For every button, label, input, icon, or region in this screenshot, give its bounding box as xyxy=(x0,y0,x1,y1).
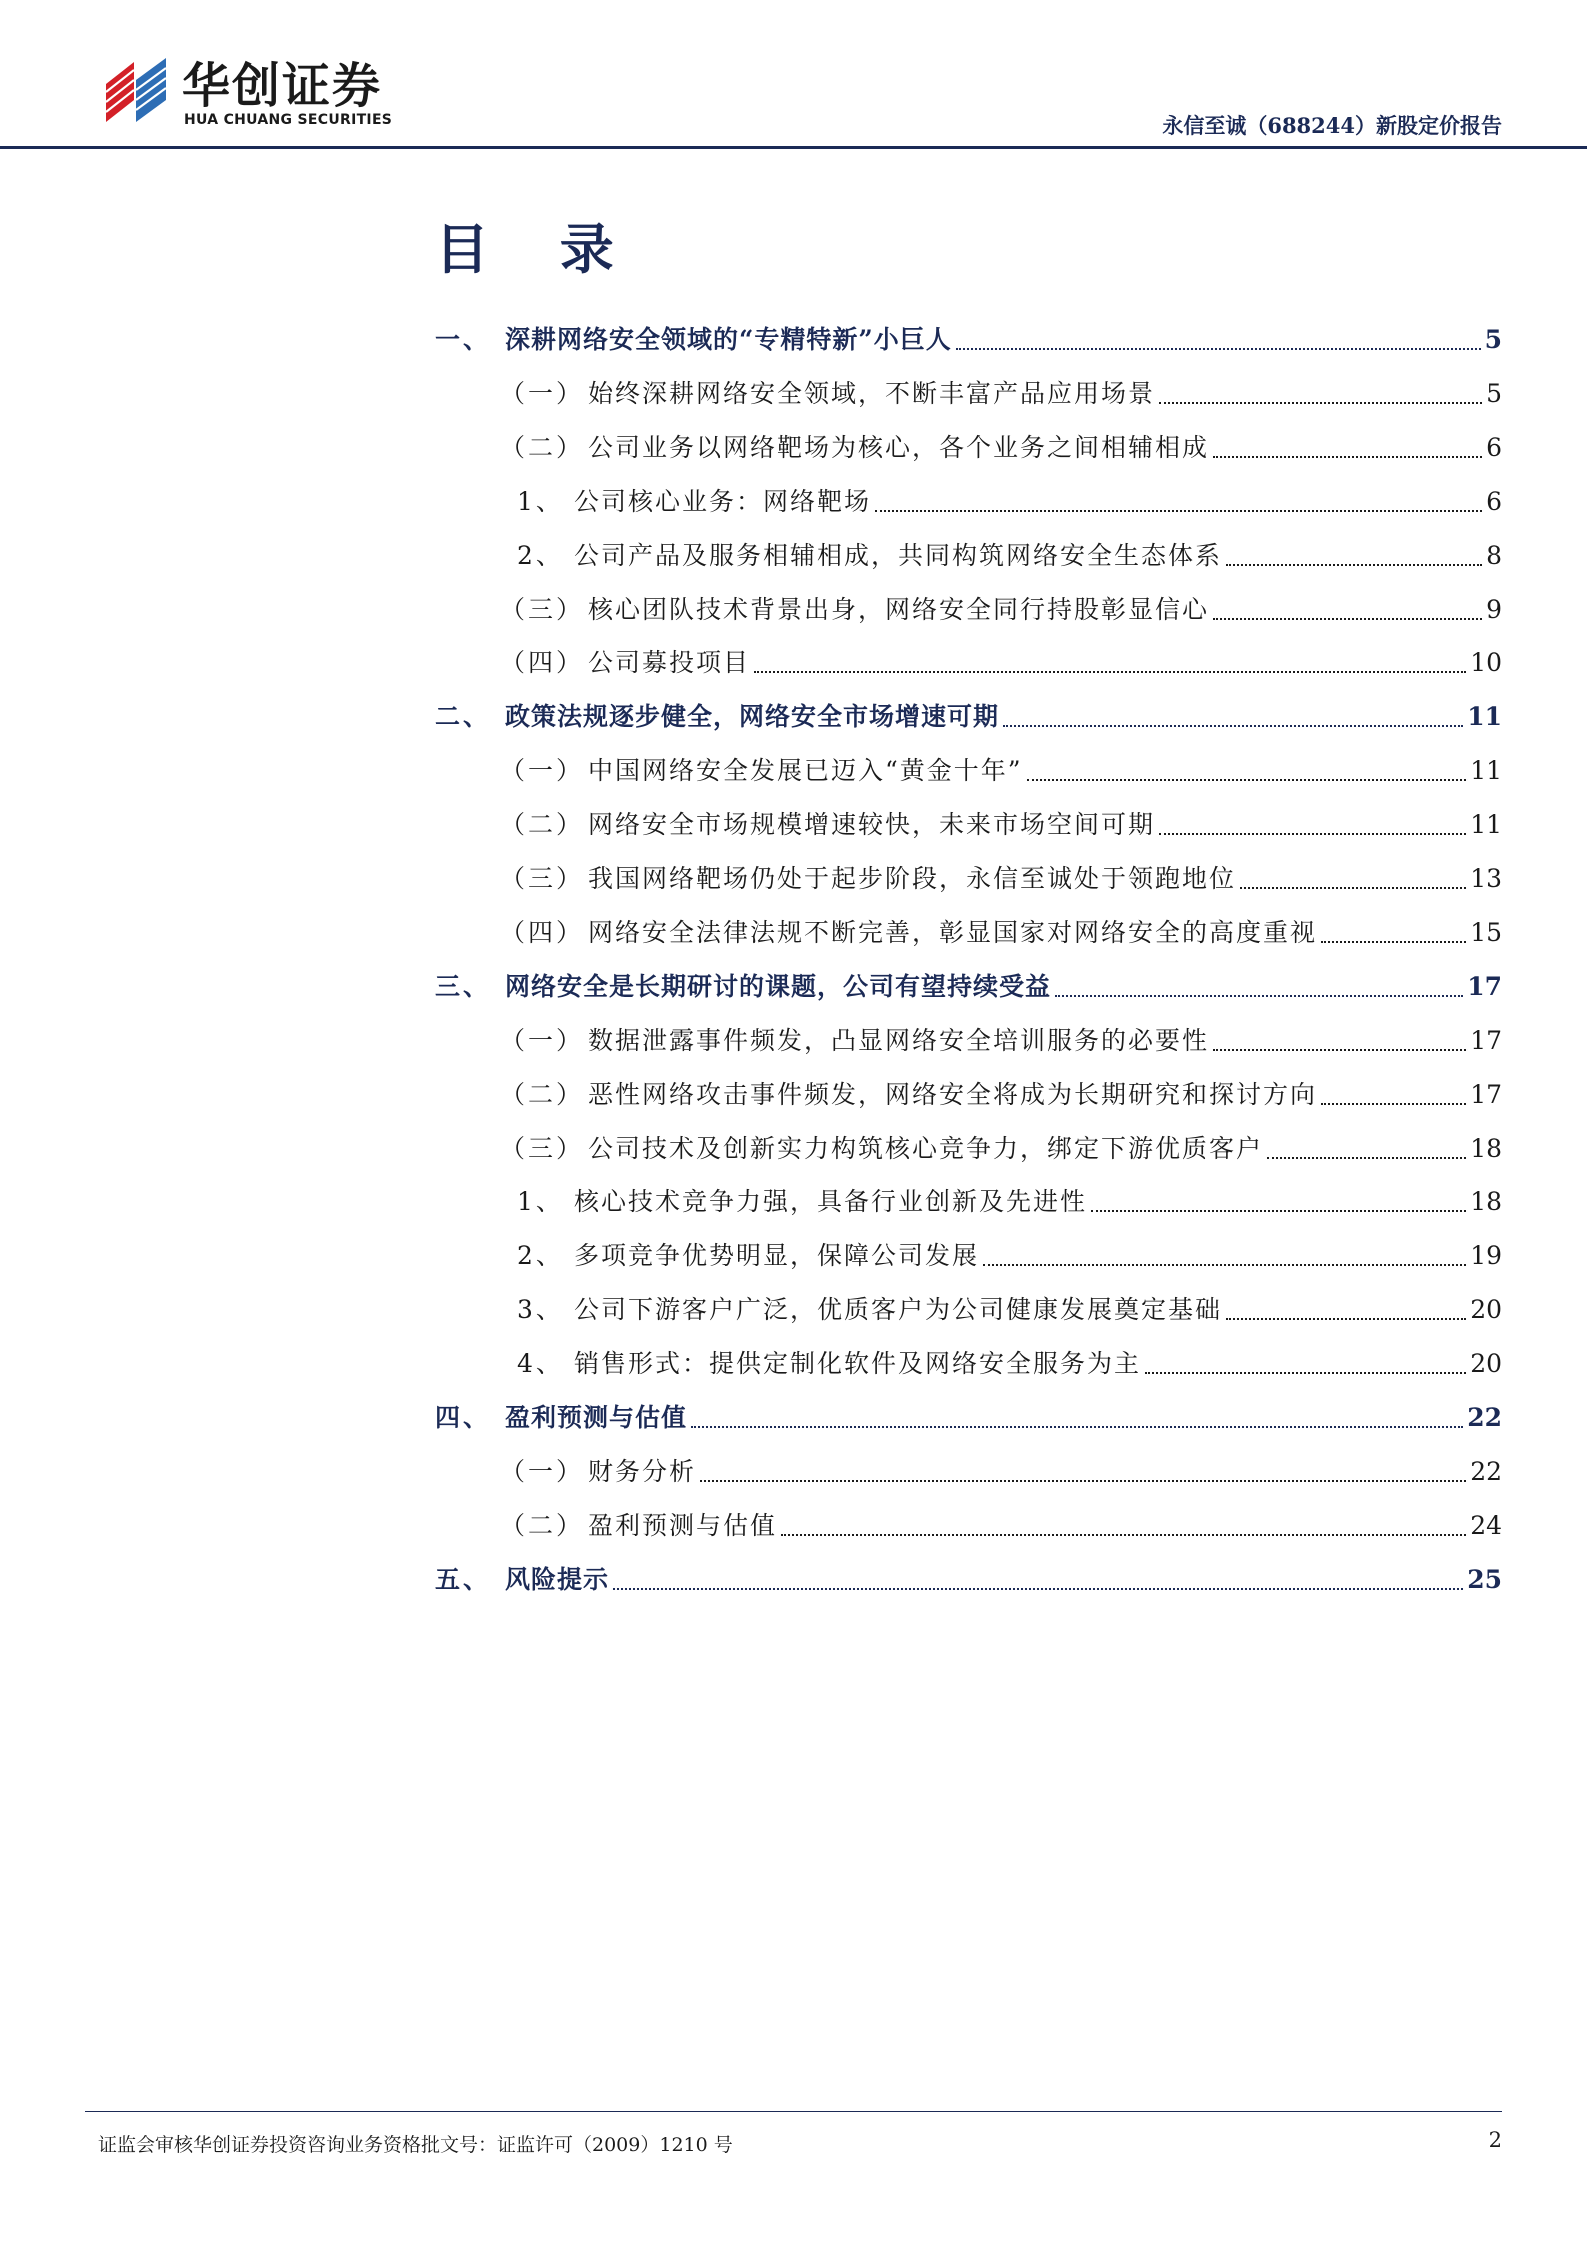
toc-entry-page: 11 xyxy=(1467,702,1502,731)
toc-entry-title: 公司产品及服务相辅相成，共同构筑网络安全生态体系 xyxy=(574,541,1223,570)
toc-entry-title: 网络安全是长期研讨的课题，公司有望持续受益 xyxy=(505,972,1052,1001)
toc-entry-number: 二、 xyxy=(435,702,492,731)
toc-entry-page: 6 xyxy=(1486,487,1502,516)
toc-entry-page: 5 xyxy=(1486,379,1502,408)
toc-entry[interactable] xyxy=(500,913,1502,953)
toc-entry[interactable] xyxy=(517,536,1502,576)
toc-entry-page: 6 xyxy=(1486,433,1502,462)
toc-entry-page: 5 xyxy=(1484,325,1502,354)
toc-entry[interactable] xyxy=(517,482,1502,522)
company-logo xyxy=(100,56,400,136)
toc-entry-page: 22 xyxy=(1470,1457,1502,1486)
logo-english-name: HUA CHUANG SECURITIES xyxy=(184,112,393,128)
toc-entry-title: 销售形式：提供定制化软件及网络安全服务为主 xyxy=(574,1349,1142,1378)
toc-entry-page: 20 xyxy=(1470,1349,1502,1378)
toc-entry-title: 深耕网络安全领域的“专精特新”小巨人 xyxy=(505,325,952,354)
toc-entry-page: 19 xyxy=(1470,1241,1502,1270)
toc-entry-title: 网络安全市场规模增速较快，未来市场空间可期 xyxy=(588,810,1156,839)
toc-entry[interactable] xyxy=(435,967,1502,1007)
toc-entry-page: 17 xyxy=(1470,1026,1502,1055)
toc-entry-number: 四、 xyxy=(435,1403,492,1432)
toc-entry[interactable] xyxy=(500,643,1502,683)
toc-entry[interactable] xyxy=(500,1506,1502,1546)
toc-entry-title: 盈利预测与估值 xyxy=(588,1511,778,1540)
toc-entry[interactable] xyxy=(500,751,1502,791)
toc-dot-leader xyxy=(875,509,1482,512)
toc-entry-title: 多项竞争优势明显，保障公司发展 xyxy=(574,1241,980,1270)
toc-dot-leader xyxy=(1321,1102,1466,1105)
toc-dot-leader xyxy=(754,670,1466,673)
toc-entry-title: 公司技术及创新实力构筑核心竞争力，绑定下游优质客户 xyxy=(588,1134,1264,1163)
footer-divider xyxy=(85,2111,1502,2112)
toc-entry-page: 18 xyxy=(1470,1187,1502,1216)
toc-entry-title: 核心团队技术背景出身，网络安全同行持股彰显信心 xyxy=(588,595,1210,624)
toc-entry-title: 风险提示 xyxy=(505,1565,610,1594)
toc-entry[interactable] xyxy=(435,1560,1502,1600)
toc-entry-number: （四） xyxy=(500,918,585,947)
toc-entry-page: 13 xyxy=(1470,864,1502,893)
toc-dot-leader xyxy=(1159,401,1482,404)
toc-entry[interactable] xyxy=(517,1236,1502,1276)
toc-entry[interactable] xyxy=(500,590,1502,630)
hua-chuang-logo-icon xyxy=(100,56,172,128)
toc-entry-number: 一、 xyxy=(435,325,492,354)
toc-dot-leader xyxy=(691,1425,1463,1428)
toc-entry-number: （二） xyxy=(500,1511,585,1540)
toc-entry-number: 五、 xyxy=(435,1565,492,1594)
toc-entry[interactable] xyxy=(500,1021,1502,1061)
toc-entry[interactable] xyxy=(500,374,1502,414)
toc-entry-page: 11 xyxy=(1470,756,1502,785)
toc-entry-page: 20 xyxy=(1470,1295,1502,1324)
toc-entry-number: （四） xyxy=(500,648,585,677)
toc-entry-page: 9 xyxy=(1486,595,1502,624)
toc-entry-title: 财务分析 xyxy=(588,1457,697,1486)
toc-entry-page: 24 xyxy=(1470,1511,1502,1540)
toc-entry-title: 公司下游客户广泛，优质客户为公司健康发展奠定基础 xyxy=(574,1295,1223,1324)
toc-dot-leader xyxy=(700,1479,1466,1482)
toc-entry[interactable] xyxy=(500,805,1502,845)
toc-entry-page: 25 xyxy=(1467,1565,1502,1594)
page-header xyxy=(0,0,1587,155)
toc-entry-title: 网络安全法律法规不断完善，彰显国家对网络安全的高度重视 xyxy=(588,918,1318,947)
toc-entry-title: 核心技术竞争力强，具备行业创新及先进性 xyxy=(574,1187,1088,1216)
toc-entry-number: 3、 xyxy=(517,1295,564,1324)
toc-entry[interactable] xyxy=(435,697,1502,737)
toc-dot-leader xyxy=(1240,886,1466,889)
toc-entry-number: 三、 xyxy=(435,972,492,1001)
toc-dot-leader xyxy=(1091,1209,1466,1212)
toc-entry-title: 恶性网络攻击事件频发，网络安全将成为长期研究和探讨方向 xyxy=(588,1080,1318,1109)
toc-entry-page: 22 xyxy=(1467,1403,1502,1432)
toc-entry-title: 中国网络安全发展已迈入“黄金十年” xyxy=(588,756,1023,785)
toc-entry-page: 10 xyxy=(1470,648,1502,677)
footer-license-text: 证监会审核华创证券投资咨询业务资格批文号：证监许可（2009）1210 号 xyxy=(98,2134,733,2156)
toc-title: 目 录 xyxy=(435,217,640,281)
toc-entry-title: 数据泄露事件频发，凸显网络安全培训服务的必要性 xyxy=(588,1026,1210,1055)
toc-entry[interactable] xyxy=(517,1344,1502,1384)
toc-dot-leader xyxy=(613,1587,1463,1590)
toc-dot-leader xyxy=(956,347,1481,350)
toc-dot-leader xyxy=(1321,940,1466,943)
toc-dot-leader xyxy=(1027,778,1467,781)
toc-entry-number: （三） xyxy=(500,1134,585,1163)
toc-entry-title: 公司核心业务：网络靶场 xyxy=(574,487,872,516)
toc-dot-leader xyxy=(1159,832,1466,835)
header-divider xyxy=(0,146,1587,149)
logo-chinese-name: 华创证券 xyxy=(182,58,383,114)
toc-entry-number: 4、 xyxy=(517,1349,564,1378)
toc-entry-title: 政策法规逐步健全，网络安全市场增速可期 xyxy=(505,702,1000,731)
toc-entry-number: （一） xyxy=(500,756,585,785)
toc-entry-title: 公司业务以网络靶场为核心，各个业务之间相辅相成 xyxy=(588,433,1210,462)
toc-entry-number: 1、 xyxy=(517,487,564,516)
toc-entry-page: 18 xyxy=(1470,1134,1502,1163)
toc-entry-number: 2、 xyxy=(517,1241,564,1270)
toc-entry-number: （一） xyxy=(500,1457,585,1486)
toc-entry[interactable] xyxy=(517,1182,1502,1222)
toc-dot-leader xyxy=(1267,1156,1466,1159)
report-title: 永信至诚（688244）新股定价报告 xyxy=(1162,113,1502,138)
toc-entry-number: （一） xyxy=(500,1026,585,1055)
toc-dot-leader xyxy=(1213,1048,1466,1051)
toc-entry-number: （二） xyxy=(500,810,585,839)
toc-entry-number: （三） xyxy=(500,595,585,624)
toc-dot-leader xyxy=(1055,994,1463,997)
toc-dot-leader xyxy=(1226,563,1482,566)
toc-dot-leader xyxy=(1213,455,1482,458)
toc-entry[interactable] xyxy=(517,1290,1502,1330)
toc-entry[interactable] xyxy=(435,1398,1502,1438)
toc-entry[interactable] xyxy=(500,1075,1502,1115)
toc-entry[interactable] xyxy=(500,1452,1502,1492)
toc-dot-leader xyxy=(1145,1371,1466,1374)
page-number: 2 xyxy=(1488,2128,1502,2152)
toc-entry-number: （一） xyxy=(500,379,585,408)
toc-dot-leader xyxy=(1003,724,1463,727)
toc-entry-page: 17 xyxy=(1470,1080,1502,1109)
toc-dot-leader xyxy=(1226,1317,1466,1320)
toc-entry[interactable] xyxy=(500,428,1502,468)
toc-entry-number: （三） xyxy=(500,864,585,893)
toc-entry-number: （二） xyxy=(500,433,585,462)
toc-entry[interactable] xyxy=(500,1129,1502,1169)
toc-entry-page: 8 xyxy=(1486,541,1502,570)
toc-entry-number: （二） xyxy=(500,1080,585,1109)
toc-entry-title: 盈利预测与估值 xyxy=(505,1403,688,1432)
toc-entry-title: 始终深耕网络安全领域，不断丰富产品应用场景 xyxy=(588,379,1156,408)
toc-entry[interactable] xyxy=(500,859,1502,899)
toc-entry-page: 17 xyxy=(1467,972,1502,1001)
toc-entry-page: 15 xyxy=(1470,918,1502,947)
toc-entry-title: 公司募投项目 xyxy=(588,648,751,677)
toc-entry-number: 1、 xyxy=(517,1187,564,1216)
toc-entry-title: 我国网络靶场仍处于起步阶段，永信至诚处于领跑地位 xyxy=(588,864,1237,893)
toc-dot-leader xyxy=(781,1533,1466,1536)
toc-dot-leader xyxy=(983,1263,1466,1266)
toc-entry[interactable] xyxy=(435,320,1502,360)
toc-dot-leader xyxy=(1213,617,1482,620)
toc-entry-number: 2、 xyxy=(517,541,564,570)
toc-entry-page: 11 xyxy=(1470,810,1502,839)
